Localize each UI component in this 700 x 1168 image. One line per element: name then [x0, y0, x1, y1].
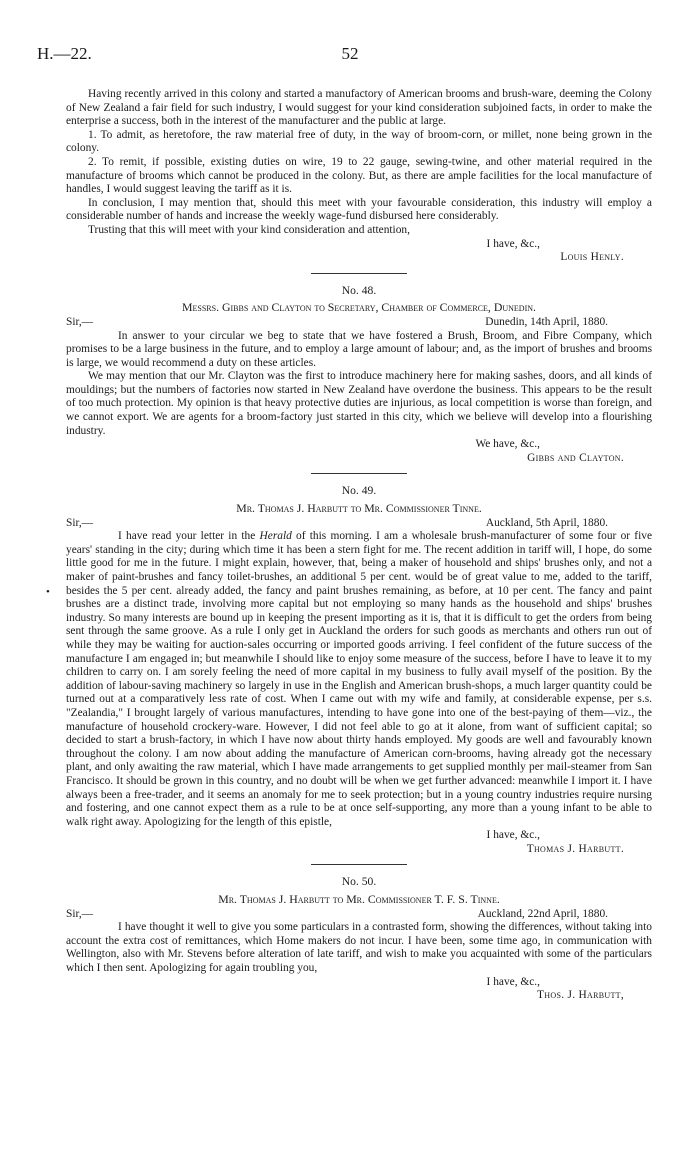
- salutation: Sir,—: [66, 516, 94, 529]
- dateline: Auckland, 22nd April, 1880.: [477, 907, 608, 920]
- section-divider: [311, 473, 407, 474]
- letter-number: No. 48.: [341, 283, 377, 297]
- letter-49: [66, 484, 652, 856]
- newspaper-name: Herald: [259, 530, 292, 543]
- closing: I have, &c.,: [486, 237, 540, 250]
- letter-50: [66, 875, 652, 1002]
- paragraph: [66, 530, 652, 829]
- closing: We have, &c.,: [475, 438, 540, 451]
- letter-48: [66, 284, 652, 466]
- paragraph: 1. To admit, as heretofore, the raw material free of duty, in the way of broom-corn, or millet, none being grown in the colony.: [66, 128, 652, 155]
- paragraph: We may mention that our Mr. Clayton was the first to introduce machinery here for making sashes, doors, and all kinds of mouldings; but the numbers of factories now started in New Zealand have overdone the business. This appears to be the result of too much protection. My opinion is that heavy protective duties are injurious, as local competition is worse than foreign, and we cannot export. We are agents for a broom-factory just started in this city, which we believe will develop into a flourishing industry.: [66, 370, 652, 437]
- signature: Gibbs and Clayton.: [527, 451, 624, 464]
- salutation: Sir,—: [66, 907, 94, 920]
- document-body: [66, 88, 652, 1003]
- paragraph: In answer to your circular we beg to state that we have fostered a Brush, Broom, and Fibre Company, which promises to be a large business in the future, and to employ a large amount of labour; and, as the import of brushes and brooms is large, we would recommend a duty on these articles.: [66, 329, 652, 369]
- section-divider: [311, 864, 407, 865]
- section-divider: [311, 273, 407, 274]
- paragraph: 2. To remit, if possible, existing duties on wire, 19 to 22 gauge, sewing-twine, and other material required in the manufacture of brooms which cannot be produced in the colony. But, as there are ample facilities for the local manufacture of handles, I would suggest leaving the tariff as it is.: [66, 155, 652, 196]
- letter-title: Mr. Thomas J. Harbutt to Mr. Commissioner Tinne.: [236, 501, 482, 516]
- letter-number: No. 49.: [341, 484, 377, 498]
- dateline: Dunedin, 14th April, 1880.: [485, 315, 608, 328]
- closing: I have, &c.,: [486, 975, 540, 988]
- parliamentary-paper-reference: H.—22.: [37, 44, 92, 63]
- signature: Thos. J. Harbutt,: [537, 989, 624, 1002]
- margin-mark: •: [46, 586, 50, 598]
- paragraph: Trusting that this will meet with your kind consideration and attention,: [88, 223, 410, 236]
- paragraph: Having recently arrived in this colony and started a manufactory of American brooms and brush-ware, deeming the Colony of New Zealand a fair field for such industry, I would suggest for your kind consideration subjoined facts, in order to make the enterprise a success, both in the interest of the manufacturer and the public at large.: [66, 88, 652, 128]
- signature: Louis Henly.: [560, 251, 624, 264]
- letter-title: Mr. Thomas J. Harbutt to Mr. Commissioner T. F. S. Tinne.: [218, 892, 500, 907]
- closing: I have, &c.,: [486, 829, 540, 842]
- dateline: Auckland, 5th April, 1880.: [485, 516, 608, 529]
- letter-henly: [66, 88, 652, 265]
- letter-title: Messrs. Gibbs and Clayton to Secretary, Chamber of Commerce, Dunedin.: [182, 300, 536, 315]
- paragraph: I have thought it well to give you some particulars in a contrasted form, showing the differences, without taking into account the extra cost of remittances, which Home makers do not incur. I have been, some time ago, in communication with Wellington, also with Mr. Stevens before alteration of late tariff, and wish to make you acquainted with some of the particulars which I then sent. Apologizing for again troubling you,: [66, 921, 652, 975]
- text-run: I have read your letter in the: [118, 530, 260, 543]
- signature: Thomas J. Harbutt.: [526, 842, 624, 855]
- salutation: Sir,—: [66, 315, 94, 328]
- page-number: 52: [341, 44, 359, 63]
- letter-number: No. 50.: [341, 875, 377, 889]
- text-run: of this morning. I am a wholesale brush-manufacturer of some four or five years' standing in the city; during which time it has been a stern fight for me. The recent addition in tariff will, I hope, do some little good for me in the future. I might explain, however, that, being a maker of household and ships' brushes only, and not a maker of paint-brushes and fancy toilet-brushes, an additional 5 per cent. would be of great value to me, added to the tariff, besides the 5 per cent. already added, the fancy and paint brushes remaining, as before, at 10 per cent. The fancy and paint brushes are a distinct trade, involving more capital but not employing so many hands as the household and ships' brushes industry. So many interests are bound up in keeping the present importing as it is, that it is difficult to get the orders from being sent through the same groove. As a rule I only get in Auckland the orders for such goods as merchants and others run out of while they may be waiting for auction-sales occurring or imported goods arriving. I feel confident of the future success of the manufacture I am engaged in; but meanwhile I should like to enjoy some measure of the success, before I have to leave it to my children to carry on. I am sorely feeling the need of more capital in my business to fully avail myself of the position. By the addition of labour-saving machinery so largely in use in the English and American brush-shops, a much larger quantity could be turned out at a comparatively less rate of cost. When I came out with my wife and family, at considerable expense, per s.s. "Zealandia," I brought largely of various manufactures, intending to have gone into one of the best-paying of them—viz., the manufacture of household crockery-ware. However, I did not feel able to go at it alone, from want of sufficient capital; so decided to start a brush-factory, in which I have now about thirty hands employed. My goods are well and favourably known throughout the colony. I am now about adding the manufacture of American corn-brooms, having already got the necessary plant, and only awaiting the raw material, which I have made arrangements to get supplied monthly per mail-steamer from San Francisco. It should be grown in this country, and no doubt will be when we get further advanced: meanwhile I import it. I have always been a free-trader, and it seems an anomaly for me to seek protection; but in a young country industries require nursing and fostering, and one cannot expect them as a rule to be at once self-supporting, any more than a young infant to be able to walk right away. Apologizing for the length of this epistle,: [66, 530, 653, 828]
- paragraph: In conclusion, I may mention that, should this meet with your favourable consideration, this industry will employ a considerable number of hands and increase the weekly wage-fund disbursed here considerably.: [66, 196, 652, 223]
